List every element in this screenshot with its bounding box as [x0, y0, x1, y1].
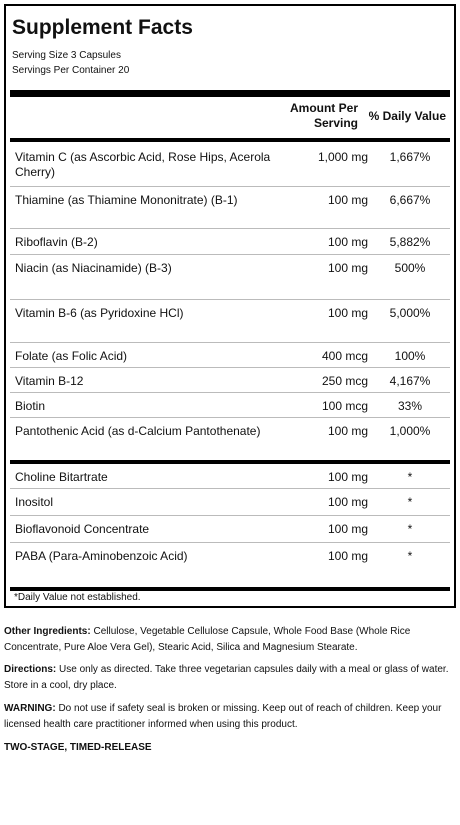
table-row — [10, 418, 450, 460]
nutrient-dv: * — [407, 549, 413, 563]
table-row — [10, 464, 450, 489]
nutrient-dv: 1,667% — [389, 150, 431, 164]
table-row — [10, 543, 450, 587]
thick-divider-top — [10, 90, 450, 97]
nutrient-name: Vitamin C (as Ascorbic Acid, Rose Hips, Acerola Cherry) — [15, 150, 271, 179]
other-ingredients — [4, 624, 456, 656]
serving-size: Serving Size 3 Capsules — [12, 50, 121, 61]
panel-title: Supplement Facts — [12, 16, 193, 39]
amount-per-serving-header: Amount Per Serving — [289, 101, 358, 130]
thick-divider-header — [10, 138, 450, 142]
nutrient-dv: 100% — [394, 349, 426, 363]
other-ingredients-label: Other Ingredients: — [4, 626, 91, 637]
nutrient-amount: 100 mg — [327, 470, 368, 484]
nutrient-name: Riboflavin (B-2) — [15, 235, 98, 249]
nutrient-amount: 1,000 mg — [317, 150, 368, 164]
nutrient-dv: * — [407, 470, 413, 484]
daily-value-header: % Daily Value — [368, 109, 446, 123]
directions-text: Use only as directed. Take three vegetarian capsules daily with a meal or glass of water. Store in a cool, dry place. — [4, 664, 449, 691]
nutrient-dv: * — [407, 495, 413, 509]
nutrient-name: Bioflavonoid Concentrate — [15, 522, 150, 536]
daily-value-footnote: *Daily Value not established. — [14, 592, 141, 603]
nutrient-name: Niacin (as Niacinamide) (B-3) — [15, 261, 172, 275]
table-row — [10, 489, 450, 516]
nutrient-amount: 100 mg — [327, 424, 368, 438]
servings-per-container: Servings Per Container 20 — [12, 65, 130, 76]
nutrient-name: Pantothenic Acid (as d-Calcium Pantothenate) — [15, 424, 261, 438]
warning-label: WARNING: — [4, 703, 56, 714]
nutrient-amount: 100 mg — [327, 261, 368, 275]
nutrient-dv: 5,882% — [389, 235, 431, 249]
nutrient-amount: 100 mg — [327, 235, 368, 249]
nutrient-name: PABA (Para-Aminobenzoic Acid) — [15, 549, 188, 563]
nutrient-amount: 100 mcg — [321, 399, 368, 413]
nutrient-dv: 5,000% — [389, 306, 431, 320]
table-row — [10, 516, 450, 543]
nutrient-amount: 100 mg — [327, 306, 368, 320]
table-row — [10, 255, 450, 300]
nutrient-amount: 100 mg — [327, 193, 368, 207]
nutrient-amount: 100 mg — [327, 495, 368, 509]
table-row — [10, 144, 450, 187]
table-row — [10, 368, 450, 393]
nutrient-dv: 4,167% — [389, 374, 431, 388]
nutrient-amount: 100 mg — [327, 522, 368, 536]
nutrient-name: Choline Bitartrate — [15, 470, 108, 484]
table-row — [10, 343, 450, 368]
directions-label: Directions: — [4, 664, 57, 675]
nutrient-dv: * — [407, 522, 413, 536]
nutrient-table — [10, 144, 450, 591]
nutrient-name: Vitamin B-12 — [15, 374, 84, 388]
warning — [4, 701, 456, 733]
nutrient-name: Folate (as Folic Acid) — [15, 349, 128, 363]
table-row — [10, 187, 450, 229]
nutrient-name: Thiamine (as Thiamine Mononitrate) (B-1) — [15, 193, 238, 207]
nutrient-dv: 33% — [397, 399, 423, 413]
nutrient-name: Vitamin B-6 (as Pyridoxine HCl) — [15, 306, 184, 320]
nutrient-name: Inositol — [15, 495, 54, 509]
nutrient-dv: 500% — [394, 261, 426, 275]
nutrient-amount: 250 mcg — [321, 374, 368, 388]
nutrient-dv: 1,000% — [389, 424, 431, 438]
tagline: TWO-STAGE, TIMED-RELEASE — [4, 742, 152, 753]
nutrient-amount: 100 mg — [327, 549, 368, 563]
directions — [4, 662, 456, 694]
other-ingredients-text: Cellulose, Vegetable Cellulose Capsule, Whole Food Base (Whole Rice Concentrate, Pure Aloe Vera Gel), Stearic Acid, Silica and Magnesium Stearate. — [4, 626, 411, 653]
nutrient-dv: 6,667% — [389, 193, 431, 207]
table-row — [10, 229, 450, 255]
table-row — [10, 393, 450, 418]
nutrient-amount: 400 mcg — [321, 349, 368, 363]
thick-divider-bottom — [10, 587, 450, 591]
warning-text: Do not use if safety seal is broken or missing. Keep out of reach of children. Keep your licensed health care practitioner informed when using this product. — [4, 703, 442, 730]
supplement-facts-panel — [4, 4, 456, 608]
table-row — [10, 300, 450, 343]
nutrient-name: Biotin — [15, 399, 46, 413]
